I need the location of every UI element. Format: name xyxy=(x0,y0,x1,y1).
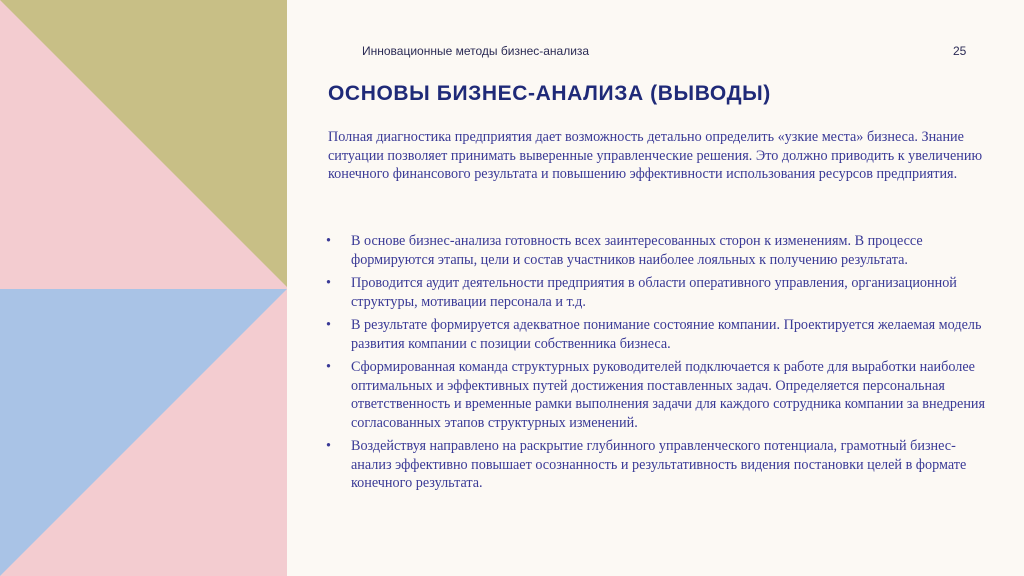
bullet-text: Сформированная команда структурных руководителей подключается к работе для выработки наиболее оптимальных и эффективных путей достижения поставленных задач. Определяется персональная ответственность и временные рамки выполнения задачи для каждого сотрудника компании за внедрения согласованных этапов структурных изменений. xyxy=(351,359,986,431)
bullet-icon: • xyxy=(326,438,331,454)
bullet-icon: • xyxy=(326,233,331,249)
course-title: Инновационные методы бизнес-анализа xyxy=(362,44,590,58)
bullet-text: Воздействуя направлено на раскрытие глубинного управленческого потенциала, грамотный бизнес-анализ эффективно повышает осознанность и результативность видения постановки целей в формате конечного результата. xyxy=(351,438,967,491)
list-item xyxy=(322,232,996,269)
bullet-icon: • xyxy=(326,275,331,291)
list-item xyxy=(322,316,996,353)
page-number: 25 xyxy=(953,44,967,58)
bullet-icon: • xyxy=(326,359,331,375)
intro-paragraph: Полная диагностика предприятия дает возможность детально определить «узкие места» бизнеса. Знание ситуации позволяет принимать выверенные управленческие решения. Это должно приводить к увеличению конечного финансового результата и повышению эффективности использования ресурсов предприятия. xyxy=(328,129,983,182)
decorative-triangles xyxy=(0,0,287,576)
bullet-icon: • xyxy=(326,317,331,333)
bullet-text: В результате формируется адекватное понимание состояние компании. Проектируется желаемая модель развития компании с позиции собственника бизнеса. xyxy=(351,317,982,352)
slide-title: ОСНОВЫ БИЗНЕС-АНАЛИЗА (ВЫВОДЫ) xyxy=(328,82,771,105)
bullet-list xyxy=(322,232,996,498)
list-item xyxy=(322,358,996,432)
bullet-text: В основе бизнес-анализа готовность всех заинтересованных сторон к изменениям. В процессе формируются этапы, цели и состав участников наиболее лояльных к получению результата. xyxy=(351,233,923,268)
list-item xyxy=(322,437,996,493)
bullet-text: Проводится аудит деятельности предприятия в области оперативного управления, организационной структуры, мотивации персонала и т.д. xyxy=(351,275,957,310)
list-item xyxy=(322,274,996,311)
